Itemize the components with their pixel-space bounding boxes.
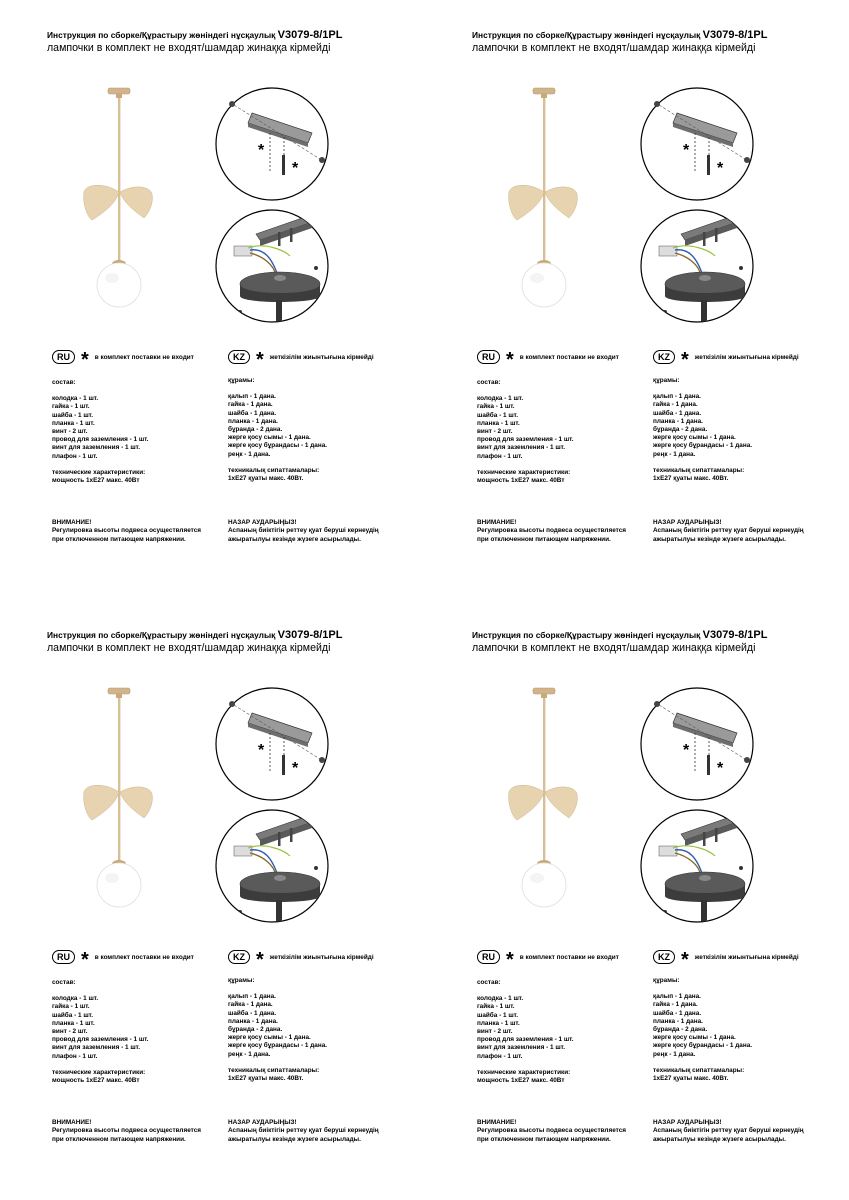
bolt (715, 228, 718, 242)
bolt (278, 232, 281, 246)
kz-warning (228, 1119, 379, 1144)
pendant-lamp-illustration (507, 680, 587, 920)
kz-warning-line: ажыратылуы кезінде жүзеге асырылады. (228, 1135, 361, 1143)
ru-not-included-text: в комплект поставки не входит (94, 353, 194, 361)
bolt (703, 232, 706, 246)
kz-specs: 1хЕ27 қуаты макс. 40Вт. (228, 1075, 304, 1083)
ru-item: винт для заземления - 1 шт. (52, 1044, 140, 1052)
instruction-sheet (425, 600, 849, 1200)
kz-badge: KZ (228, 950, 250, 964)
mounting-bar-detail (637, 85, 757, 203)
kz-item: жерге қосу сымы - 1 дана. (228, 434, 311, 442)
kz-warning-line: Аспаның биіктігін реттеу қуат беруші кернеудің (653, 1127, 804, 1135)
kz-specs-title: техникалық сипаттамалары: (653, 466, 745, 474)
bolt (707, 755, 710, 775)
ru-warning (477, 519, 626, 544)
wiring-detail (212, 206, 332, 326)
kz-item: жерге қосу сымы - 1 дана. (653, 434, 736, 442)
wiring-detail (212, 806, 332, 926)
kz-item: жерге қосу сымы - 1 дана. (653, 1034, 736, 1042)
kz-items-list (653, 993, 752, 1059)
star-icon: * (256, 349, 264, 371)
star-icon: * (81, 349, 89, 371)
bolt (282, 755, 285, 775)
instruction-sheet (0, 0, 424, 600)
kz-item: реңк - 1 дана. (653, 450, 696, 458)
kz-badge: KZ (653, 350, 675, 364)
left-leaf (84, 185, 119, 220)
star-icon: * (506, 949, 514, 971)
kz-item: қалып - 1 дана. (653, 993, 701, 1001)
ru-badge: RU (477, 950, 500, 964)
ru-item: планка - 1 шт. (52, 419, 95, 427)
screw-head-right (744, 757, 750, 763)
ru-composition (52, 379, 149, 485)
star-mark-right: * (292, 160, 299, 177)
kz-item: қалып - 1 дана. (653, 393, 701, 401)
ru-specs-title: технические характеристики: (52, 1068, 146, 1076)
ru-warning-line: Регулировка высоты подвеса осуществляется (52, 1127, 202, 1135)
canopy-nut (699, 875, 711, 881)
ru-item: плафон - 1 шт. (477, 452, 523, 460)
kz-item: жерге қосу бұрандасы - 1 дана. (653, 1042, 753, 1050)
kz-items-list (653, 393, 752, 459)
kz-item: бұранда - 2 дана. (228, 426, 283, 434)
kz-item: шайба - 1 дана. (653, 409, 702, 417)
globe-highlight (530, 273, 544, 283)
side-screw (739, 866, 743, 870)
ru-specs-title: технические характеристики: (477, 1068, 571, 1076)
right-leaf (120, 787, 152, 818)
kz-item: шайба - 1 дана. (653, 1009, 702, 1017)
globe-highlight (105, 273, 119, 283)
kz-item: гайка - 1 дана. (653, 401, 698, 409)
screw-head-left (229, 101, 235, 107)
ru-warning-line: Регулировка высоты подвеса осуществляется (477, 527, 627, 535)
ru-warning-title: ВНИМАНИЕ! (52, 519, 92, 526)
kz-warning-line: Аспаның биіктігін реттеу қуат беруші кернеудің (228, 527, 379, 535)
right-leaf (120, 187, 152, 218)
bolt (703, 832, 706, 846)
ru-not-included-text: в комплект поставки не входит (94, 953, 194, 961)
kz-item: шайба - 1 дана. (228, 409, 277, 417)
ru-item: провод для заземления - 1 шт. (477, 436, 574, 444)
ru-item: гайка - 1 шт. (477, 1003, 515, 1011)
ru-badge: RU (52, 350, 75, 364)
ru-item: провод для заземления - 1 шт. (52, 1036, 149, 1044)
ru-item: плафон - 1 шт. (52, 1052, 98, 1060)
kz-not-included-text: жеткізілім жиынтығына кірмейді (269, 953, 374, 961)
glass-globe (97, 863, 141, 907)
kz-specs: 1хЕ27 қуаты макс. 40Вт. (653, 475, 729, 483)
globe-highlight (530, 873, 544, 883)
kz-item: жерге қосу сымы - 1 дана. (228, 1034, 311, 1042)
kz-item: планка - 1 дана. (653, 417, 703, 425)
kz-not-included-row (653, 949, 799, 971)
kz-item: реңк - 1 дана. (228, 450, 271, 458)
model-number: V3079-8/1PL (277, 29, 343, 41)
kz-item: жерге қосу бұрандасы - 1 дана. (228, 442, 328, 450)
ru-composition (477, 979, 574, 1085)
side-screw (314, 866, 318, 870)
side-screw (314, 266, 318, 270)
kz-warning-line: ажыратылуы кезінде жүзеге асырылады. (653, 1135, 786, 1143)
kz-warning (228, 519, 379, 544)
kz-item: планка - 1 дана. (228, 1017, 278, 1025)
ru-specs: мощность 1хЕ27 макс. 40Вт (477, 477, 565, 485)
kz-warning-line: ажыратылуы кезінде жүзеге асырылады. (653, 535, 786, 543)
kz-not-included-text: жеткізілім жиынтығына кірмейді (269, 353, 374, 361)
kz-warning-line: Аспаның биіктігін реттеу қуат беруші кернеудің (228, 1127, 379, 1135)
bolt (278, 832, 281, 846)
kz-item: гайка - 1 дана. (228, 1001, 273, 1009)
kz-badge: KZ (228, 350, 250, 364)
left-leaf (509, 185, 544, 220)
kz-not-included-row (228, 349, 374, 371)
kz-composition (228, 377, 327, 483)
ru-not-included-row (477, 349, 619, 371)
wiring-detail (637, 806, 757, 926)
left-leaf (509, 785, 544, 820)
star-mark-left: * (258, 742, 265, 759)
screw-head-right (319, 757, 325, 763)
instruction-sheet (425, 0, 849, 600)
kz-item: жерге қосу бұрандасы - 1 дана. (653, 442, 753, 450)
bolt (290, 228, 293, 242)
kz-composition-title: құрамы: (653, 977, 680, 984)
left-leaf (84, 785, 119, 820)
ru-item: винт для заземления - 1 шт. (477, 1044, 565, 1052)
globe-highlight (105, 873, 119, 883)
star-icon: * (506, 349, 514, 371)
screw-head-right (744, 157, 750, 163)
side-screw (739, 266, 743, 270)
ru-warning-line: при отключенном питающем напряжении. (52, 1135, 186, 1143)
kz-warning-title: НАЗАР АУДАРЫҢЫЗ! (228, 519, 297, 526)
ru-warning-line: Регулировка высоты подвеса осуществляется (477, 1127, 627, 1135)
star-mark-left: * (258, 142, 265, 159)
kz-item: бұранда - 2 дана. (653, 1026, 708, 1034)
kz-composition-title: құрамы: (228, 977, 255, 984)
canopy-nut (274, 275, 286, 281)
kz-composition-title: құрамы: (228, 377, 255, 384)
right-leaf (545, 187, 577, 218)
ru-item: колодка - 1 шт. (477, 395, 524, 403)
ru-item: шайба - 1 шт. (477, 1011, 518, 1019)
glass-globe (522, 863, 566, 907)
pendant-lamp-illustration (82, 680, 162, 920)
ru-item: колодка - 1 шт. (52, 395, 99, 403)
rod (118, 98, 120, 266)
model-number: V3079-8/1PL (702, 629, 768, 641)
kz-not-included-text: жеткізілім жиынтығына кірмейді (694, 353, 799, 361)
star-mark-right: * (717, 760, 724, 777)
ru-item: планка - 1 шт. (477, 419, 520, 427)
kz-specs: 1хЕ27 қуаты макс. 40Вт. (653, 1075, 729, 1083)
ru-composition-title: состав: (52, 979, 76, 986)
ru-item: шайба - 1 шт. (477, 411, 518, 419)
ru-warning (52, 1119, 201, 1144)
ru-warning-line: Регулировка высоты подвеса осуществляется (52, 527, 202, 535)
kz-item: жерге қосу бұрандасы - 1 дана. (228, 1042, 328, 1050)
ru-warning-line: при отключенном питающем напряжении. (52, 535, 186, 543)
ru-not-included-row (477, 949, 619, 971)
ru-badge: RU (477, 350, 500, 364)
canopy-stem (541, 94, 547, 98)
ru-item: винт для заземления - 1 шт. (477, 444, 565, 452)
sheet-title: Инструкция по сборке/Құрастыру жөніндегі нұсқаулық V3079-8/1PL (472, 629, 768, 641)
ceiling-canopy (533, 688, 555, 694)
canopy-nut (699, 275, 711, 281)
ru-item: плафон - 1 шт. (477, 1052, 523, 1060)
ru-warning (52, 519, 201, 544)
canopy-stem (116, 694, 122, 698)
ru-item: провод для заземления - 1 шт. (52, 436, 149, 444)
kz-warning-title: НАЗАР АУДАРЫҢЫЗ! (653, 1119, 722, 1126)
mounting-bar-detail (212, 685, 332, 803)
ru-warning-line: при отключенном питающем напряжении. (477, 1135, 611, 1143)
kz-specs-title: техникалық сипаттамалары: (228, 1066, 320, 1074)
kz-warning-line: Аспаның биіктігін реттеу қуат беруші кернеудің (653, 527, 804, 535)
kz-not-included-row (228, 949, 374, 971)
kz-warning-title: НАЗАР АУДАРЫҢЫЗ! (653, 519, 722, 526)
screw-head-left (229, 701, 235, 707)
kz-item: планка - 1 дана. (653, 1017, 703, 1025)
kz-warning-title: НАЗАР АУДАРЫҢЫЗ! (228, 1119, 297, 1126)
ru-item: винт - 2 шт. (477, 428, 513, 436)
ru-warning-line: при отключенном питающем напряжении. (477, 535, 611, 543)
kz-item: қалып - 1 дана. (228, 393, 276, 401)
ru-specs: мощность 1хЕ27 макс. 40Вт (52, 477, 140, 485)
glass-globe (522, 263, 566, 307)
ru-composition (477, 379, 574, 485)
ru-composition-title: состав: (477, 979, 501, 986)
rod (543, 698, 545, 866)
kz-composition (653, 977, 752, 1083)
instruction-sheet (0, 600, 424, 1200)
wiring-detail (637, 206, 757, 326)
ru-not-included-row (52, 349, 194, 371)
kz-not-included-row (653, 349, 799, 371)
ru-item: шайба - 1 шт. (52, 1011, 93, 1019)
kz-item: реңк - 1 дана. (228, 1050, 271, 1058)
sheet-title: Инструкция по сборке/Құрастыру жөніндегі нұсқаулық V3079-8/1PL (472, 29, 768, 41)
kz-item: бұранда - 2 дана. (653, 426, 708, 434)
star-icon: * (256, 949, 264, 971)
ru-specs: мощность 1хЕ27 макс. 40Вт (477, 1077, 565, 1085)
kz-warning (653, 1119, 804, 1144)
ru-item: винт - 2 шт. (52, 428, 88, 436)
sheet-subtitle: лампочки в комплект не входят/шамдар жинаққа кірмейді (472, 642, 756, 654)
star-mark-right: * (717, 160, 724, 177)
kz-items-list (228, 393, 327, 459)
mounting-bar-detail (637, 685, 757, 803)
canopy-stem (116, 94, 122, 98)
kz-specs-title: техникалық сипаттамалары: (228, 466, 320, 474)
ru-items-list (477, 395, 574, 461)
ru-badge: RU (52, 950, 75, 964)
ru-composition (52, 979, 149, 1085)
pendant-lamp-illustration (507, 80, 587, 320)
ru-item: колодка - 1 шт. (477, 995, 524, 1003)
kz-composition (653, 377, 752, 483)
mounting-bar-detail (212, 85, 332, 203)
ru-item: винт - 2 шт. (477, 1028, 513, 1036)
bolt (707, 155, 710, 175)
glass-globe (97, 263, 141, 307)
star-icon: * (81, 949, 89, 971)
star-icon: * (681, 349, 689, 371)
kz-item: шайба - 1 дана. (228, 1009, 277, 1017)
ru-item: гайка - 1 шт. (52, 403, 90, 411)
bolt (290, 828, 293, 842)
kz-warning-line: ажыратылуы кезінде жүзеге асырылады. (228, 535, 361, 543)
ru-item: гайка - 1 шт. (52, 1003, 90, 1011)
ceiling-canopy (533, 88, 555, 94)
ru-specs-title: технические характеристики: (52, 468, 146, 476)
ru-items-list (477, 995, 574, 1061)
kz-composition (228, 977, 327, 1083)
sheet-subtitle: лампочки в комплект не входят/шамдар жинаққа кірмейді (47, 642, 331, 654)
star-mark-left: * (683, 742, 690, 759)
ru-specs-title: технические характеристики: (477, 468, 571, 476)
kz-warning (653, 519, 804, 544)
ru-item: провод для заземления - 1 шт. (477, 1036, 574, 1044)
canopy-stem (541, 694, 547, 698)
screw-head-left (654, 701, 660, 707)
ru-warning-title: ВНИМАНИЕ! (477, 519, 517, 526)
ru-warning (477, 1119, 626, 1144)
ru-item: винт - 2 шт. (52, 1028, 88, 1036)
kz-item: қалып - 1 дана. (228, 993, 276, 1001)
kz-items-list (228, 993, 327, 1059)
right-leaf (545, 787, 577, 818)
ceiling-canopy (108, 688, 130, 694)
ru-not-included-row (52, 949, 194, 971)
kz-specs-title: техникалық сипаттамалары: (653, 1066, 745, 1074)
bolt (282, 155, 285, 175)
star-mark-right: * (292, 760, 299, 777)
model-number: V3079-8/1PL (277, 629, 343, 641)
ru-not-included-text: в комплект поставки не входит (519, 353, 619, 361)
star-mark-left: * (683, 142, 690, 159)
ru-item: планка - 1 шт. (52, 1019, 95, 1027)
pendant-lamp-illustration (82, 80, 162, 320)
kz-item: планка - 1 дана. (228, 417, 278, 425)
ru-not-included-text: в комплект поставки не входит (519, 953, 619, 961)
kz-specs: 1хЕ27 қуаты макс. 40Вт. (228, 475, 304, 483)
ru-specs: мощность 1хЕ27 макс. 40Вт (52, 1077, 140, 1085)
ru-warning-title: ВНИМАНИЕ! (52, 1119, 92, 1126)
sheet-title: Инструкция по сборке/Құрастыру жөніндегі нұсқаулық V3079-8/1PL (47, 29, 343, 41)
ru-item: колодка - 1 шт. (52, 995, 99, 1003)
model-number: V3079-8/1PL (702, 29, 768, 41)
kz-item: гайка - 1 дана. (228, 401, 273, 409)
ru-items-list (52, 395, 149, 461)
kz-composition-title: құрамы: (653, 377, 680, 384)
ru-item: гайка - 1 шт. (477, 403, 515, 411)
ru-item: планка - 1 шт. (477, 1019, 520, 1027)
ru-warning-title: ВНИМАНИЕ! (477, 1119, 517, 1126)
bolt (715, 828, 718, 842)
ru-composition-title: состав: (52, 379, 76, 386)
sheet-title: Инструкция по сборке/Құрастыру жөніндегі нұсқаулық V3079-8/1PL (47, 629, 343, 641)
sheet-subtitle: лампочки в комплект не входят/шамдар жинаққа кірмейді (472, 42, 756, 54)
ru-item: винт для заземления - 1 шт. (52, 444, 140, 452)
screw-head-right (319, 157, 325, 163)
star-icon: * (681, 949, 689, 971)
ru-item: шайба - 1 шт. (52, 411, 93, 419)
rod (118, 698, 120, 866)
sheet-subtitle: лампочки в комплект не входят/шамдар жинаққа кірмейді (47, 42, 331, 54)
kz-item: реңк - 1 дана. (653, 1050, 696, 1058)
canopy-nut (274, 875, 286, 881)
ru-items-list (52, 995, 149, 1061)
screw-head-left (654, 101, 660, 107)
kz-item: бұранда - 2 дана. (228, 1026, 283, 1034)
kz-not-included-text: жеткізілім жиынтығына кірмейді (694, 953, 799, 961)
kz-badge: KZ (653, 950, 675, 964)
ru-item: плафон - 1 шт. (52, 452, 98, 460)
kz-item: гайка - 1 дана. (653, 1001, 698, 1009)
rod (543, 98, 545, 266)
ceiling-canopy (108, 88, 130, 94)
ru-composition-title: состав: (477, 379, 501, 386)
